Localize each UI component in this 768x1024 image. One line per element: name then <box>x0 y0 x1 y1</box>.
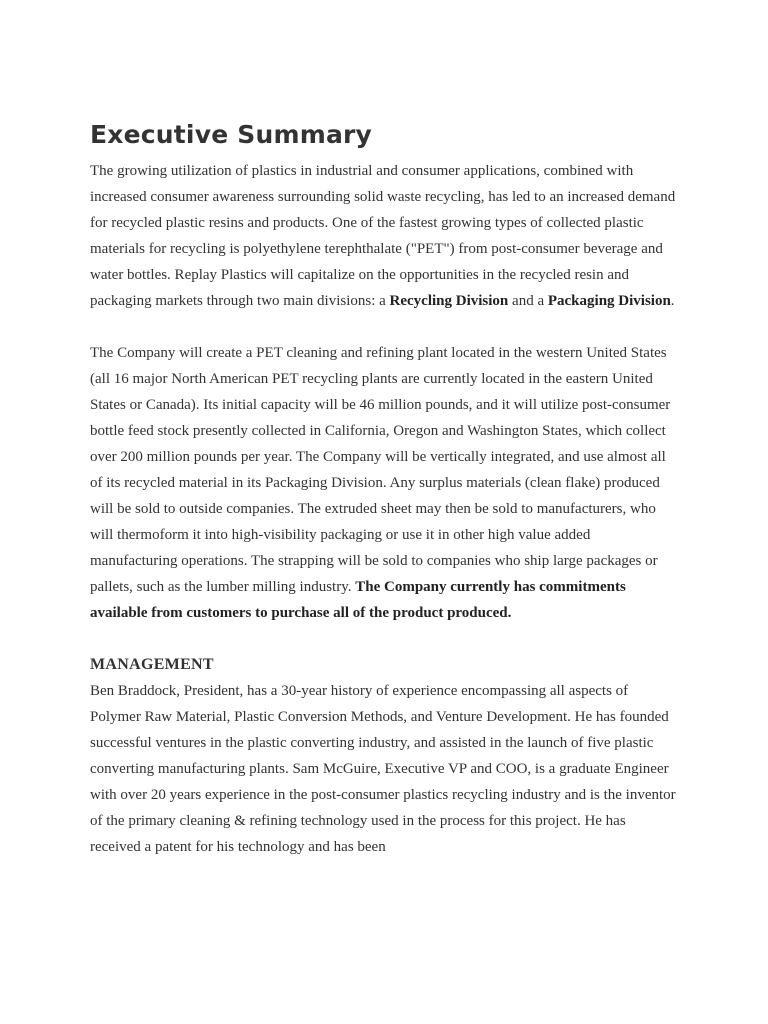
intro-paragraph <box>90 158 680 314</box>
recycling-division-emphasis: Recycling Division <box>389 293 509 309</box>
intro-text-1: The growing utilization of plastics in industrial and consumer applications, combined with increased consumer awareness surrounding solid waste recycling, has led to an increased demand for recycled plastic resins and products. One of the fastest growing types of collected plastic materials for recycling is polyethylene terephthalate ("PET") from post-consumer beverage and water bottles. Replay Plastics will capitalize on the opportunities in the recycled resin and packaging markets through two main divisions: a <box>90 163 676 309</box>
paragraph-spacer <box>90 314 680 340</box>
company-paragraph <box>90 340 680 626</box>
page-title: Executive Summary <box>90 120 373 149</box>
management-heading: MANAGEMENT <box>90 656 214 673</box>
company-text-1: The Company will create a PET cleaning and refining plant located in the western United States (all 16 major North American PET recycling plants are currently located in the eastern United States or Canada). Its initial capacity will be 46 million pounds, and it will utilize post-consumer bottle feed stock presently collected in California, Oregon and Washington States, which collect over 200 million pounds per year. The Company will be vertically integrated, and use almost all of its recycled material in its Packaging Division. Any surplus materials (clean flake) produced will be sold to outside companies. The extruded sheet may then be sold to manufacturers, who will thermoform it into high-visibility packaging or use it in other high value added manufacturing operations. The strapping will be sold to companies who ship large packages or pallets, such as the lumber milling industry. <box>90 345 671 595</box>
intro-text-3: . <box>670 293 675 309</box>
intro-text-2: and a <box>508 293 548 309</box>
document-page <box>90 118 680 860</box>
commitments-emphasis: The Company currently has commitments available from customers to purchase all of the product produced. <box>90 579 626 621</box>
packaging-division-emphasis: Packaging Division <box>547 293 671 309</box>
paragraph-spacer <box>90 626 680 652</box>
management-paragraph: Ben Braddock, President, has a 30-year history of experience encompassing all aspects of Polymer Raw Material, Plastic Conversion Methods, and Venture Development. He has founded successful ventures in the plastic converting industry, and assisted in the launch of five plastic converting manufacturing plants. Sam McGuire, Executive VP and COO, is a graduate Engineer with over 20 years experience in the post-consumer plastics recycling industry and is the inventor of the primary cleaning & refining technology used in the process for this project. He has received a patent for his technology and has been <box>90 683 676 855</box>
